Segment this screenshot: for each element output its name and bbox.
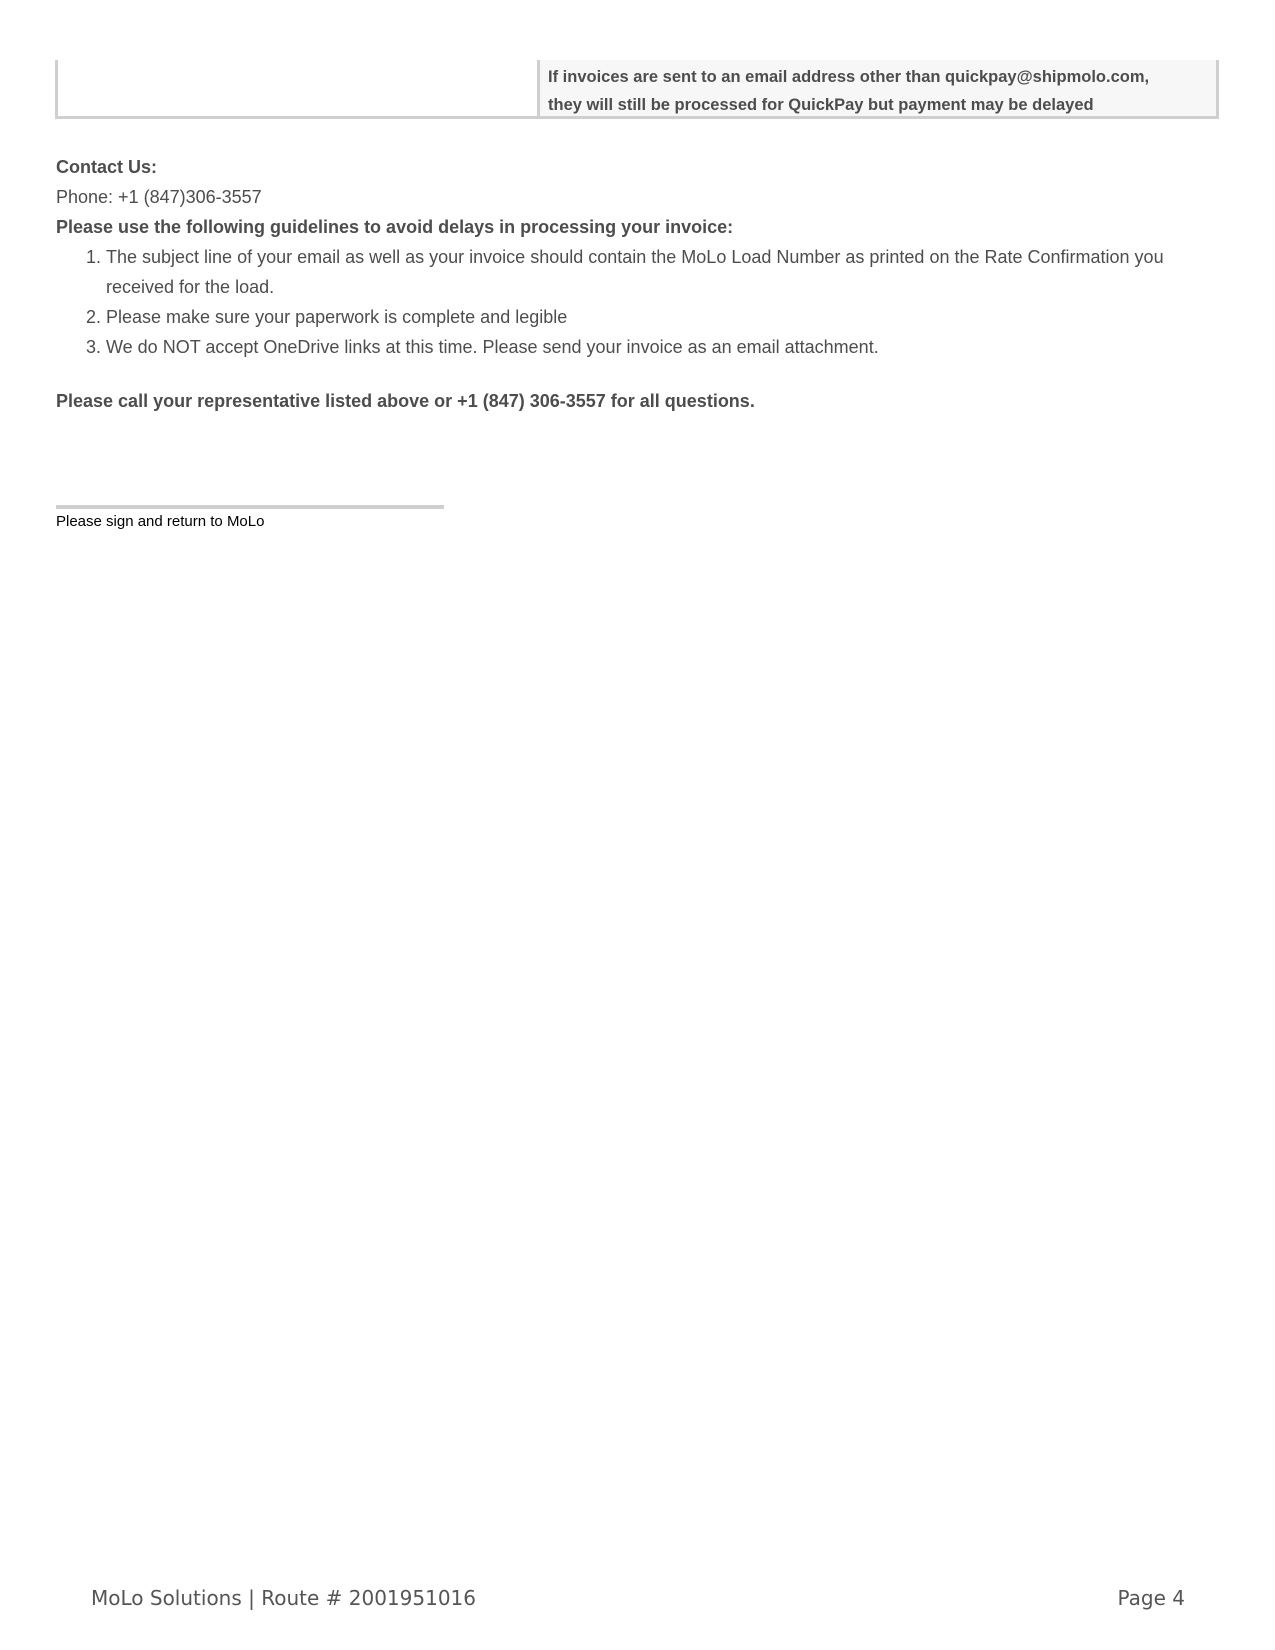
signature-line <box>56 505 444 509</box>
guidelines-list <box>56 242 1226 362</box>
footer-route: MoLo Solutions | Route # 2001951016 <box>91 1586 476 1610</box>
guideline-item: 1. The subject line of your email as well as your invoice should contain the MoLo Load Number as printed on the Rate Confirmation you received for the load. <box>106 242 1226 302</box>
quickpay-note-cell <box>540 60 1216 116</box>
quickpay-table-fragment <box>55 60 1219 119</box>
guidelines-heading: Please use the following guidelines to avoid delays in processing your invoice: <box>56 217 734 237</box>
table-cell-empty <box>58 60 540 116</box>
footer-page-number: Page 4 <box>1117 1586 1185 1610</box>
contact-phone: Phone: +1 (847)306-3557 <box>56 187 262 207</box>
guideline-item: 2. Please make sure your paperwork is complete and legible <box>106 302 1226 332</box>
questions-note: Please call your representative listed above or +1 (847) 306-3557 for all questions. <box>56 391 755 411</box>
quickpay-note-line-2: they will still be processed for QuickPay but payment may be delayed <box>548 96 1094 114</box>
quickpay-note-line-1: If invoices are sent to an email address other than quickpay@shipmolo.com, <box>548 68 1150 86</box>
contact-heading: Contact Us: <box>56 157 158 177</box>
guideline-item: 3. We do NOT accept OneDrive links at this time. Please send your invoice as an email attachment. <box>106 332 1226 362</box>
contact-section <box>56 152 1226 362</box>
signature-label: Please sign and return to MoLo <box>56 513 265 530</box>
